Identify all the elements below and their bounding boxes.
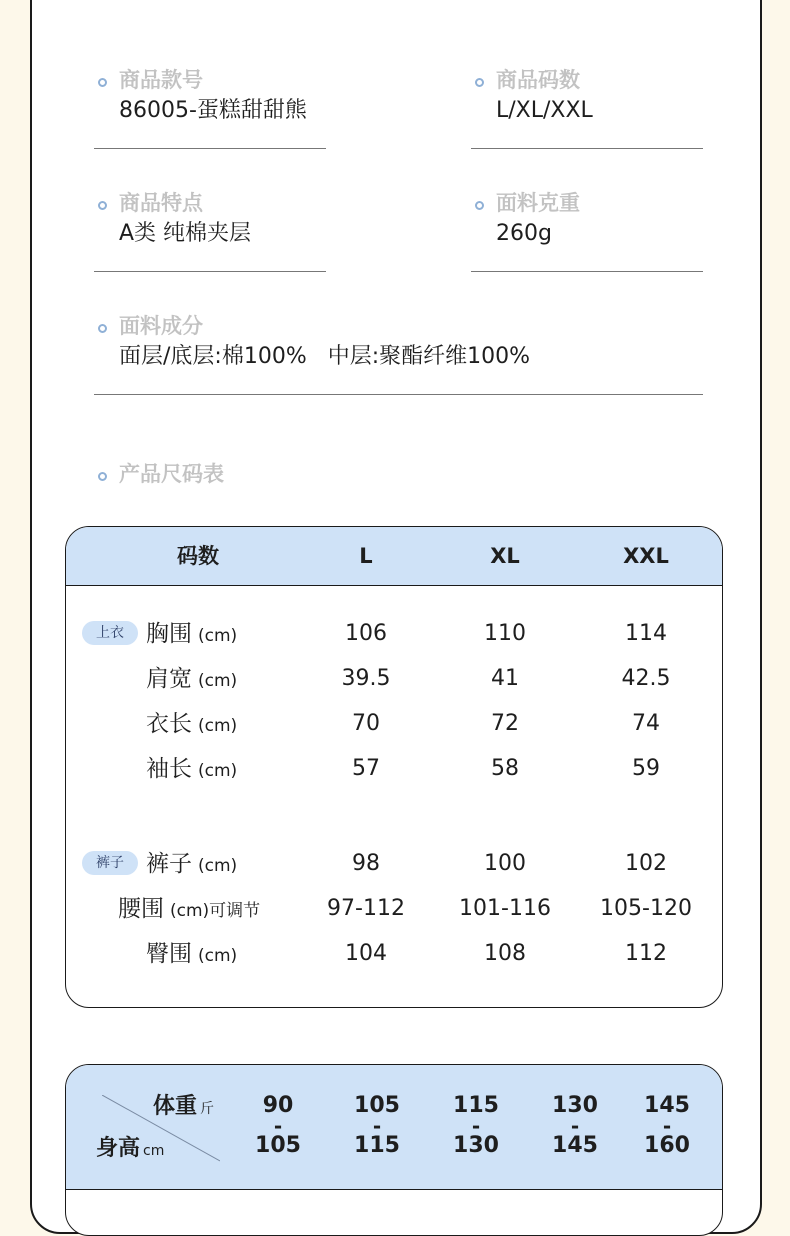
- table-cell: 58: [491, 756, 519, 781]
- table-cell: 114: [625, 621, 667, 646]
- bullet-icon: [98, 324, 107, 333]
- field-label: 商品款号: [119, 68, 203, 92]
- table-cell: 104: [345, 941, 387, 966]
- height-label: [96, 1131, 164, 1162]
- header-col: XXL: [623, 544, 669, 568]
- bullet-icon: [475, 78, 484, 87]
- row-name: 腰围: [118, 896, 164, 922]
- fit-bottom: 130: [453, 1133, 499, 1158]
- table-row: [66, 754, 722, 784]
- row-name: 胸围: [146, 621, 192, 647]
- row-label: [146, 619, 237, 651]
- fit-column: [535, 1093, 615, 1159]
- table-cell: 108: [484, 941, 526, 966]
- fit-table-header: [66, 1065, 722, 1190]
- table-cell: 70: [352, 711, 380, 736]
- row-unit: (cm): [198, 626, 238, 646]
- table-row: [66, 849, 722, 879]
- row-unit: (cm): [198, 761, 238, 781]
- fit-bottom: 145: [552, 1133, 598, 1158]
- height-text: 身高: [96, 1136, 141, 1161]
- size-table-header: [66, 527, 722, 586]
- row-name: 裤子: [146, 851, 192, 877]
- row-label: [146, 754, 237, 786]
- row-unit: (cm): [198, 716, 238, 736]
- field-value: L/XL/XXL: [496, 98, 593, 123]
- bullet-icon: [98, 201, 107, 210]
- table-row: [66, 939, 722, 969]
- field-value: A类 纯棉夹层: [119, 221, 252, 246]
- table-row: [66, 894, 722, 924]
- header-size: 码数: [177, 544, 219, 568]
- field-value: 面层/底层:棉100% 中层:聚酯纤维100%: [119, 344, 531, 369]
- row-unit: (cm): [170, 901, 210, 921]
- weight-text: 体重: [153, 1094, 198, 1119]
- fit-bottom: 160: [644, 1133, 690, 1158]
- table-row: [66, 619, 722, 649]
- table-row: [66, 709, 722, 739]
- fit-column: [627, 1093, 707, 1159]
- row-note: 可调节: [209, 901, 261, 921]
- field-label: 商品码数: [496, 68, 580, 92]
- table-cell: 110: [484, 621, 526, 646]
- section-title: 产品尺码表: [119, 462, 224, 486]
- table-cell: 42.5: [621, 666, 671, 691]
- row-label: [146, 709, 237, 741]
- table-cell: 39.5: [341, 666, 391, 691]
- row-name: 肩宽: [146, 666, 192, 692]
- table-cell: 59: [632, 756, 660, 781]
- fit-dash: -: [570, 1114, 580, 1138]
- divider: [94, 148, 326, 149]
- fit-dash: -: [273, 1114, 283, 1138]
- header-col: XL: [490, 544, 520, 568]
- table-cell: 105-120: [600, 896, 692, 921]
- table-cell: 74: [632, 711, 660, 736]
- bullet-icon: [98, 472, 107, 481]
- row-unit: (cm): [198, 671, 238, 691]
- fit-top: 90: [262, 1093, 294, 1118]
- tops-tag: 上衣: [82, 621, 138, 645]
- table-cell: 101-116: [459, 896, 551, 921]
- divider: [471, 271, 703, 272]
- table-cell: 98: [352, 851, 380, 876]
- fit-dash: -: [662, 1114, 672, 1138]
- fit-top: 130: [552, 1093, 598, 1118]
- row-name: 衣长: [146, 711, 192, 737]
- row-name: 袖长: [146, 756, 192, 782]
- weight-unit: 斤: [200, 1101, 215, 1117]
- row-label: [146, 939, 237, 971]
- row-unit: (cm): [198, 946, 238, 966]
- fit-top: 105: [354, 1093, 400, 1118]
- table-cell: 100: [484, 851, 526, 876]
- weight-label: [153, 1089, 214, 1120]
- divider: [471, 148, 703, 149]
- divider: [94, 394, 703, 395]
- fit-table: [65, 1064, 723, 1236]
- field-value: 86005-蛋糕甜甜熊: [119, 98, 307, 123]
- table-cell: 106: [345, 621, 387, 646]
- bullet-icon: [475, 201, 484, 210]
- fit-column: [238, 1093, 318, 1159]
- fit-top: 145: [644, 1093, 690, 1118]
- table-cell: 57: [352, 756, 380, 781]
- row-unit: (cm): [198, 856, 238, 876]
- table-cell: 72: [491, 711, 519, 736]
- header-col: L: [359, 544, 373, 568]
- row-name: 臀围: [146, 941, 192, 967]
- table-cell: 97-112: [327, 896, 405, 921]
- field-label: 面料成分: [119, 314, 203, 338]
- fit-column: [337, 1093, 417, 1159]
- row-label: [146, 849, 237, 881]
- table-row: [66, 664, 722, 694]
- fit-dash: -: [372, 1114, 382, 1138]
- fit-bottom: 105: [255, 1133, 301, 1158]
- fit-top: 115: [453, 1093, 499, 1118]
- field-label: 商品特点: [119, 191, 203, 215]
- table-cell: 112: [625, 941, 667, 966]
- row-label: [146, 664, 237, 696]
- size-table: [65, 526, 723, 1008]
- field-value: 260g: [496, 221, 552, 246]
- field-label: 面料克重: [496, 191, 580, 215]
- table-cell: 41: [491, 666, 519, 691]
- fit-dash: -: [471, 1114, 481, 1138]
- divider: [94, 271, 326, 272]
- table-cell: 102: [625, 851, 667, 876]
- pants-tag: 裤子: [82, 851, 138, 875]
- fit-bottom: 115: [354, 1133, 400, 1158]
- bullet-icon: [98, 78, 107, 87]
- row-label: [118, 894, 260, 926]
- height-unit: cm: [143, 1143, 165, 1159]
- fit-column: [436, 1093, 516, 1159]
